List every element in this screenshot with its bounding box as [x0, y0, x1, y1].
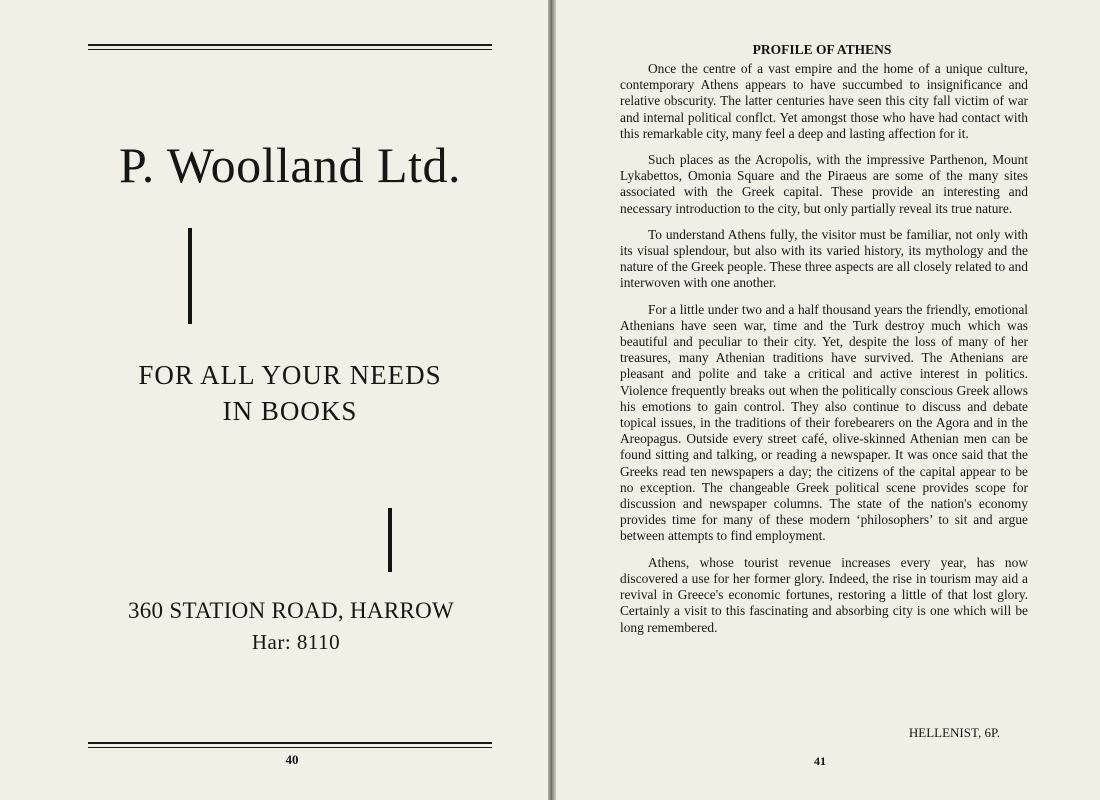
author-signature: HELLENIST, 6P. [908, 725, 1000, 740]
paragraph: Once the centre of a vast empire and the home of a unique culture, contemporary Athens appears to have succumbed to insignificance and relative obscurity. The latter centuries have seen this city fall victim of war and internal political conflct. Yet amongst those who have had contact with this remarkable city, many feel a deep and lasting affection for it. [620, 61, 1028, 141]
article-title: PROFILE OF ATHENS [752, 42, 892, 57]
vertical-bar [388, 508, 392, 572]
top-rule [88, 44, 492, 50]
paragraph: For a little under two and a half thousand years the friendly, emotional Athenians have seen war, time and the Turk destroy much which was beautiful and peculiar to their city. Yet, despite the loss of many of her treasures, many Athenian traditions have survived. The Athenians are pleasant and polite and take a critical and active interest in politics. Violence frequently breaks out when the politically conscious Greek allows his emotions to gain control. They also continue to discuss and debate topical issues, in the traditions of their forebearers on the Agora and in the Areopagus. Outside every street café, olive-skinned Athenian men can be found sitting and talking, or reading a newspaper. It was once said that the Greeks read ten newspapers a day; the citizens of the capital appear to be no exception. The changeable Greek political scene provides scope for discussion and newspaper columns. The state of the nation's economy provides time for many of these modern ‘philosophers’ to sit and argue between attempts to find employment. [620, 301, 1028, 544]
company-name: P. Woolland Ltd. [119, 137, 461, 193]
book-gutter [548, 0, 556, 800]
page-number-right: 41 [814, 754, 826, 768]
phone-number: Har: 8110 [251, 630, 341, 654]
bottom-rule [88, 742, 492, 748]
left-page [0, 0, 548, 800]
address: 360 STATION ROAD, HARROW [127, 598, 455, 623]
page-number-left: 40 [285, 752, 299, 767]
paragraph: Such places as the Acropolis, with the impressive Parthenon, Mount Lykabettos, Omonia Square and the Piraeus are some of the many sites associated with the Greek capital. These provide an interesting and necessary introduction to the city, but only partially reveal its true nature. [620, 152, 1028, 216]
paragraph: To understand Athens fully, the visitor must be familiar, not only with its visual splendour, but also with its varied history, its mythology and the nature of the Greek people. These three aspects are all closely related to and interwoven with one another. [620, 226, 1028, 291]
vertical-bar [188, 228, 192, 324]
tagline-line-1: FOR ALL YOUR NEEDS [138, 360, 442, 390]
paragraph: Athens, whose tourist revenue increases every year, has now discovered a use for her former glory. Indeed, the rise in tourism may aid a revival in Greece's economic fortunes, restoring a little of that lost glory. Certainly a visit to this fascinating and absorbing city is one which will be long remembered. [620, 554, 1028, 635]
tagline-line-2: IN BOOKS [222, 396, 358, 426]
article-body [620, 61, 1028, 646]
